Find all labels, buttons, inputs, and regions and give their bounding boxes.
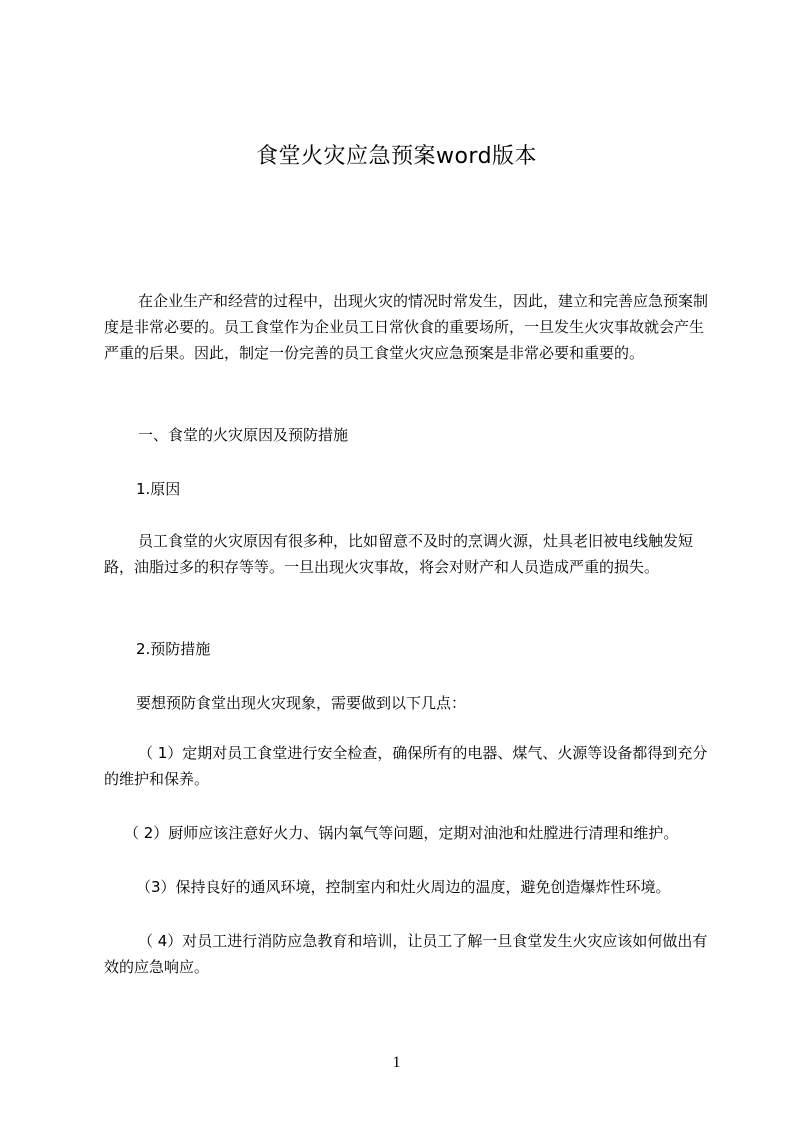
causes-paragraph: 员工食堂的火灾原因有很多种，比如留意不及时的烹调火源，灶具老旧被电线触发短路，油脂过多的积存等等。一旦出现火灾事故，将会对财产和人员造成严重的损失。 [104, 532, 694, 576]
subsection-heading-causes: 1.原因 [136, 480, 181, 498]
subsection-heading-prevention: 2.预防措施 [136, 640, 211, 658]
document-title: 食堂火灾应急预案word版本 [255, 144, 538, 169]
section-heading: 一、食堂的火灾原因及预防措施 [138, 426, 349, 444]
prevention-item-3: （3）保持良好的通风环境，控制室内和灶火周边的温度，避免创造爆炸性环境。 [136, 878, 671, 896]
page-number: 1 [392, 1054, 401, 1071]
prevention-item-4: （ 4）对员工进行消防应急教育和培训，让员工了解一旦食堂发生火灾应该如何做出有效的应急响应。 [104, 932, 708, 976]
prevention-intro: 要想预防食堂出现火灾现象，需要做到以下几点： [136, 694, 467, 712]
prevention-item-1: （ 1）定期对员工食堂进行安全检查，确保所有的电器、煤气、火源等设备都得到充分的维护和保养。 [104, 744, 708, 788]
prevention-item-2: （ 2）厨师应该注意好火力、锅内氧气等问题，定期对油池和灶膛进行清理和维护。 [124, 824, 679, 842]
intro-paragraph: 在企业生产和经营的过程中，出现火灾的情况时常发生，因此，建立和完善应急预案制度是非常必要的。员工食堂作为企业员工日常伙食的重要场所，一旦发生火灾事故就会产生严重的后果。因此，制定一份完善的员工食堂火灾应急预案是非常必要和重要的。 [104, 292, 709, 362]
